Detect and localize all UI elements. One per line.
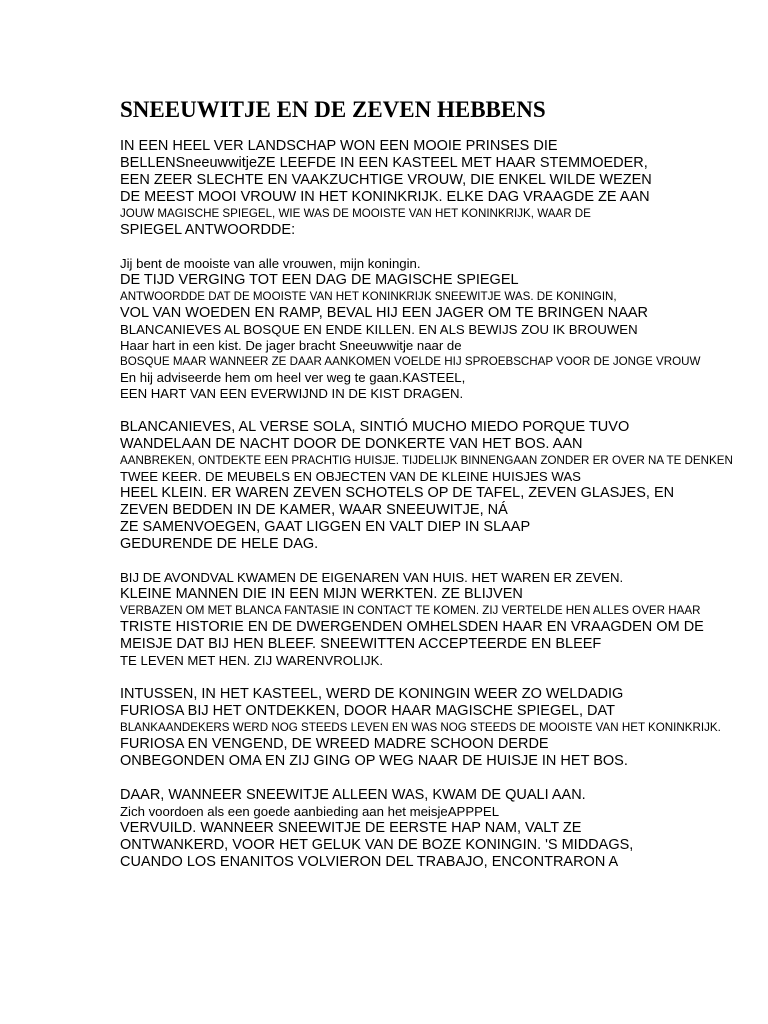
text-line: JOUW MAGISCHE SPIEGEL, WIE WAS DE MOOISTE VAN HET KONINKRIJK, WAAR DE: [120, 207, 591, 220]
text-line: BOSQUE MAAR WANNEER ZE DAAR AANKOMEN VOELDE HIJ SPROEBSCHAP VOOR DE JONGE VROUW: [120, 355, 701, 368]
text-line: BELLENSneeuwwitjeZE LEEFDE IN EEN KASTEEL MET HAAR STEMMOEDER,: [120, 155, 648, 171]
text-line: EEN ZEER SLECHTE EN VAAKZUCHTIGE VROUW, DIE ENKEL WILDE WEZEN: [120, 172, 652, 188]
paragraph-gap: [120, 770, 740, 787]
text-line: IN EEN HEEL VER LANDSCHAP WON EEN MOOIE PRINSES DIE: [120, 138, 558, 154]
document-body: [120, 138, 740, 871]
text-line: Haar hart in een kist. De jager bracht Sneeuwwitje naar de: [120, 338, 462, 353]
text-line: TWEE KEER. DE MEUBELS EN OBJECTEN VAN DE KLEINE HUISJES WAS: [120, 469, 581, 484]
text-line: En hij adviseerde hem om heel ver weg te gaan.KASTEEL,: [120, 370, 466, 385]
text-line: ONBEGONDEN OMA EN ZIJ GING OP WEG NAAR DE HUISJE IN HET BOS.: [120, 753, 628, 769]
text-line: KLEINE MANNEN DIE IN EEN MIJN WERKTEN. ZE BLIJVEN: [120, 586, 523, 602]
text-line: BLANKAANDEKERS WERD NOG STEEDS LEVEN EN WAS NOG STEEDS DE MOOISTE VAN HET KONINKRIJK.: [120, 721, 721, 734]
text-line: VERBAZEN OM MET BLANCA FANTASIE IN CONTACT TE KOMEN. ZIJ VERTELDE HEN ALLES OVER HAAR: [120, 604, 701, 617]
text-line: BLANCANIEVES, AL VERSE SOLA, SINTIÓ MUCHO MIEDO PORQUE TUVO: [120, 419, 630, 435]
paragraph-gap: [120, 553, 740, 570]
paragraph-gap: [120, 239, 740, 256]
text-line: ZEVEN BEDDEN IN DE KAMER, WAAR SNEEUWITJE, NÁ: [120, 502, 508, 518]
text-line: BIJ DE AVONDVAL KWAMEN DE EIGENAREN VAN HUIS. HET WAREN ER ZEVEN.: [120, 570, 624, 585]
text-line: TRISTE HISTORIE EN DE DWERGENDEN OMHELSDEN HAAR EN VRAAGDEN OM DE: [120, 619, 704, 635]
text-line: DE MEEST MOOI VROUW IN HET KONINKRIJK. ELKE DAG VRAAGDE ZE AAN: [120, 189, 650, 205]
text-line: ANTWOORDDE DAT DE MOOISTE VAN HET KONINKRIJK SNEEWITJE WAS. DE KONINGIN,: [120, 290, 617, 303]
text-line: GEDURENDE DE HELE DAG.: [120, 536, 319, 552]
text-line: ZE SAMENVOEGEN, GAAT LIGGEN EN VALT DIEP IN SLAAP: [120, 519, 531, 535]
text-line: HEEL KLEIN. ER WAREN ZEVEN SCHOTELS OP DE TAFEL, ZEVEN GLASJES, EN: [120, 485, 675, 501]
text-line: TE LEVEN MET HEN. ZIJ WARENVROLIJK.: [120, 653, 384, 668]
text-line: Zich voordoen als een goede aanbieding aan het meisjeAPPPEL: [120, 804, 500, 819]
text-line: ONTWANKERD, VOOR HET GELUK VAN DE BOZE KONINGIN. 'S MIDDAGS,: [120, 837, 634, 853]
paragraph-gap: [120, 402, 740, 419]
text-line: AANBREKEN, ONTDEKTE EEN PRACHTIG HUISJE. TIJDELIJK BINNENGAAN ZONDER ER OVER NA TE DENKEN: [120, 454, 733, 467]
text-line: Jij bent de mooiste van alle vrouwen, mijn koningin.: [120, 256, 421, 271]
text-line: BLANCANIEVES AL BOSQUE EN ENDE KILLEN. EN ALS BEWIJS ZOU IK BROUWEN: [120, 322, 638, 337]
text-line: DAAR, WANNEER SNEEWITJE ALLEEN WAS, KWAM DE QUALI AAN.: [120, 787, 586, 803]
text-line: MEISJE DAT BIJ HEN BLEEF. SNEEWITTEN ACCEPTEERDE EN BLEEF: [120, 636, 602, 652]
text-line: EEN HART VAN EEN EVERWIJND IN DE KIST DRAGEN.: [120, 386, 464, 401]
text-line: FURIOSA EN VENGEND, DE WREED MADRE SCHOON DERDE: [120, 736, 549, 752]
text-line: CUANDO LOS ENANITOS VOLVIERON DEL TRABAJO, ENCONTRARON A: [120, 854, 619, 870]
document-title: SNEEUWITJE EN DE ZEVEN HEBBENS: [120, 97, 546, 122]
text-line: SPIEGEL ANTWOORDDE:: [120, 222, 296, 238]
text-line: INTUSSEN, IN HET KASTEEL, WERD DE KONINGIN WEER ZO WELDADIG: [120, 686, 624, 702]
text-line: VERVUILD. WANNEER SNEEWITJE DE EERSTE HAP NAM, VALT ZE: [120, 820, 582, 836]
text-line: FURIOSA BIJ HET ONTDEKKEN, DOOR HAAR MAGISCHE SPIEGEL, DAT: [120, 703, 615, 719]
paragraph-gap: [120, 669, 740, 686]
text-line: VOL VAN WOEDEN EN RAMP, BEVAL HIJ EEN JAGER OM TE BRINGEN NAAR: [120, 305, 649, 321]
text-line: DE TIJD VERGING TOT EEN DAG DE MAGISCHE SPIEGEL: [120, 272, 519, 288]
text-line: WANDELAAN DE NACHT DOOR DE DONKERTE VAN HET BOS. AAN: [120, 436, 583, 452]
